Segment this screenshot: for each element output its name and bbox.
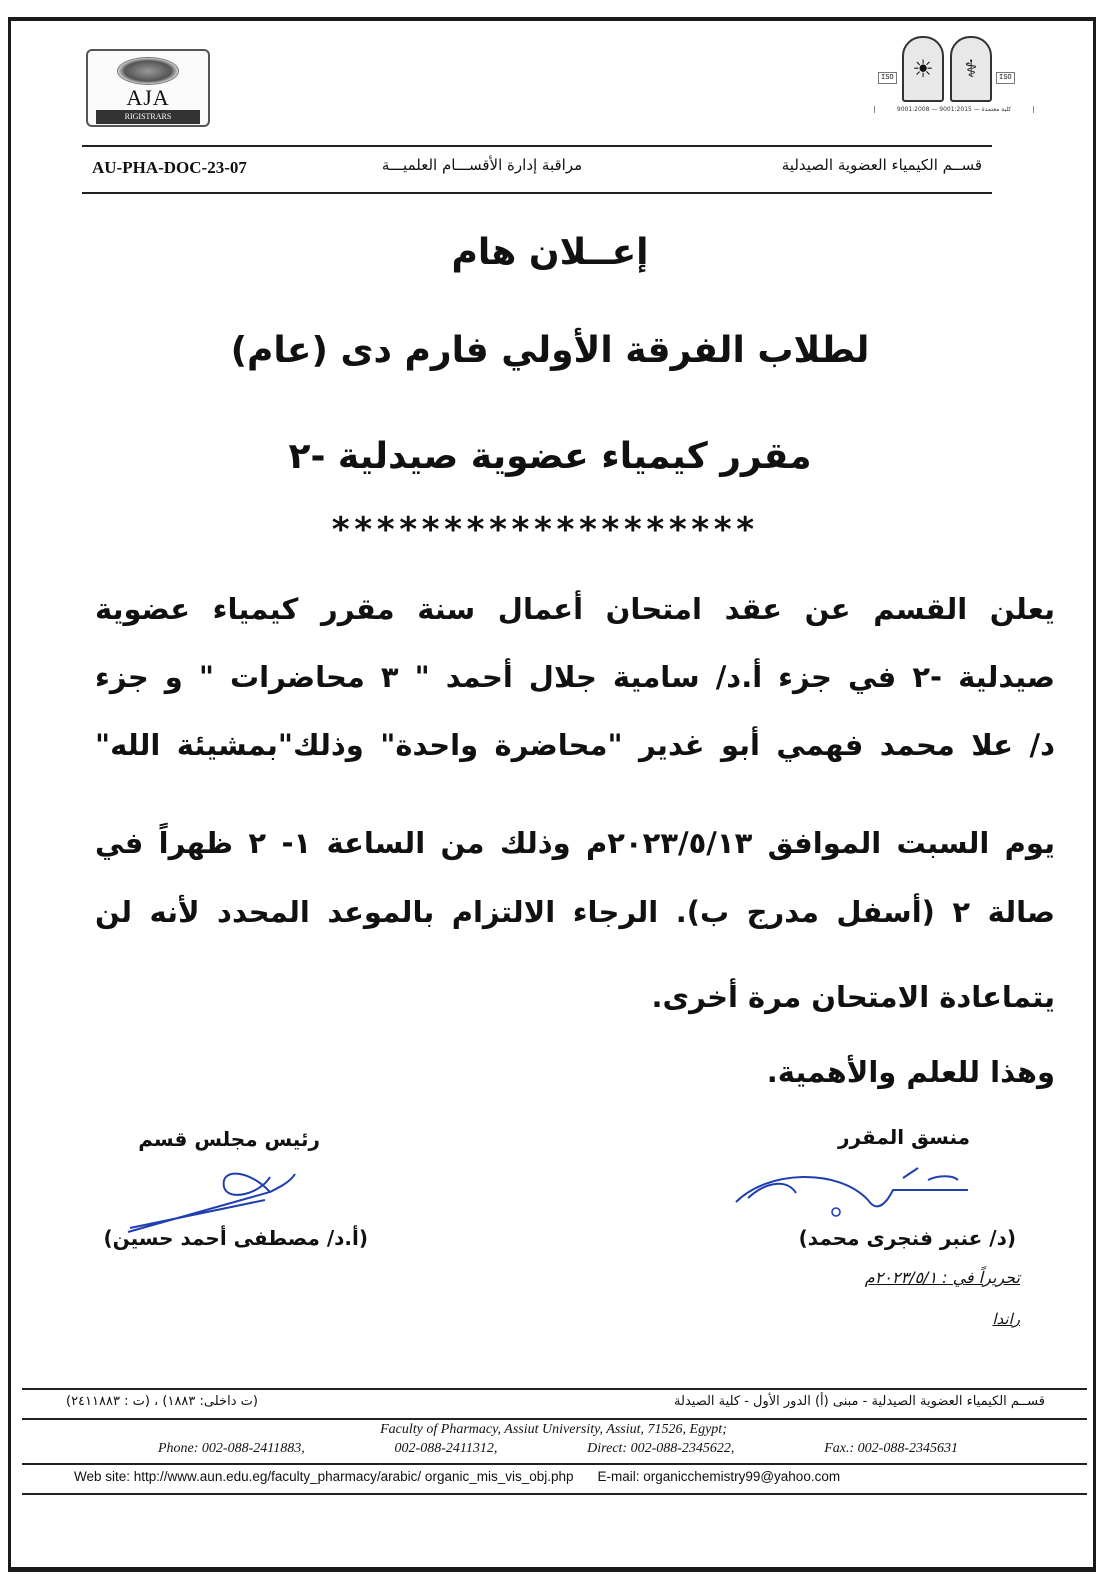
university-faculty-logo xyxy=(858,36,1033,144)
body-line-4: يوم السبت الموافق ٢٠٢٣/٥/١٣م وذلك من الساعة ١- ٢ ظهراً في xyxy=(95,826,1055,860)
closing-line: وهذا للعلم والأهمية. xyxy=(766,1055,1055,1089)
footer-phone-direct: Direct: 002-088-2345622, xyxy=(587,1441,735,1456)
coordinator-signature-icon xyxy=(728,1160,978,1220)
stars-separator: ******************* xyxy=(330,510,758,550)
typist-initials: راندا xyxy=(992,1310,1020,1328)
header-office: مراقبة إدارة الأقســـام العلميـــة xyxy=(381,156,583,174)
body-line-6: يتماعادة الامتحان مرة أخرى. xyxy=(651,980,1055,1014)
pharmacy-caduceus-icon: ⚕ xyxy=(950,36,992,102)
aja-registrars-logo xyxy=(86,49,210,127)
footer-phones xyxy=(158,1441,958,1457)
footer-address-arabic: قســم الكيمياء العضوية الصيدلية - مبنى (أ) الدور الأول - كلية الصيدلة xyxy=(674,1394,1045,1409)
footer-phone-main: Phone: 002-088-2411883, xyxy=(158,1441,305,1456)
department-head-name: (أ.د/ مصطفى أحمد حسين) xyxy=(103,1226,368,1250)
body-line-1: يعلن القسم عن عقد امتحان أعمال سنة مقرر كيمياء عضوية xyxy=(95,592,1055,626)
footer-divider-3 xyxy=(22,1463,1087,1465)
footer-website-link[interactable]: Web site: http://www.aun.edu.eg/faculty_pharmacy/arabic/ organic_mis_vis_obj.php xyxy=(74,1469,574,1484)
document-code: AU-PHA-DOC-23-07 xyxy=(92,158,247,177)
header-divider-bottom xyxy=(82,192,992,194)
aja-logo-band: RIGISTRARS xyxy=(96,110,200,124)
body-line-2: صيدلية -٢ في جزء أ.د/ سامية جلال أحمد " ٣ محاضرات " و جزء xyxy=(95,660,1055,694)
audience-title: لطلاب الفرقة الأولي فارم دى (عام) xyxy=(230,330,870,371)
footer-divider-1 xyxy=(22,1388,1087,1390)
course-title: مقرر كيمياء عضوية صيدلية -٢ xyxy=(288,436,812,477)
footer-divider-2 xyxy=(22,1418,1087,1420)
body-line-5: صالة ٢ (أسفل مدرج ب). الرجاء الالتزام بالموعد المحدد لأنه لن xyxy=(95,895,1055,929)
assiut-university-emblem-icon: ☀ xyxy=(902,36,944,102)
announcement-title: إعــلان هام xyxy=(451,232,649,273)
iso-badge-right: ISO xyxy=(996,72,1015,84)
header-divider-top xyxy=(82,145,992,147)
body-line-3: د/ علا محمد فهمي أبو غدير "محاضرة واحدة" وذلك"بمشيئة الله" xyxy=(95,728,1055,762)
coordinator-label: منسق المقرر xyxy=(837,1125,970,1149)
footer-phone-arabic: (ت داخلى: ١٨٨٣) ، (ت : ٢٤١١٨٨٣) xyxy=(66,1394,258,1409)
iso-badge-left: ISO xyxy=(878,72,897,84)
footer-fax: Fax.: 002-088-2345631 xyxy=(824,1441,958,1456)
footer-contact xyxy=(74,1469,1034,1484)
accreditation-caption: كلية معتمدة — 9001:2015 — 9001:2008 xyxy=(874,106,1034,113)
coordinator-name: (د/ عنبر فنجرى محمد) xyxy=(798,1226,1016,1250)
aja-logo-text: AJA xyxy=(126,85,170,110)
footer-address-english: Faculty of Pharmacy, Assiut University, Assiut, 71526, Egypt; xyxy=(380,1422,727,1437)
department-head-label: رئيس مجلس قسم xyxy=(138,1127,320,1151)
header-department: قســم الكيمياء العضوية الصيدلية xyxy=(781,156,982,174)
footer-email-link[interactable]: E-mail: organicchemistry99@yahoo.com xyxy=(597,1469,841,1484)
footer-divider-4 xyxy=(22,1493,1087,1495)
date-written: تحريراً في : ٢٠٢٣/٥/١م xyxy=(864,1268,1020,1287)
footer-phone-alt: 002-088-2411312, xyxy=(394,1441,498,1456)
globe-icon xyxy=(117,57,179,85)
